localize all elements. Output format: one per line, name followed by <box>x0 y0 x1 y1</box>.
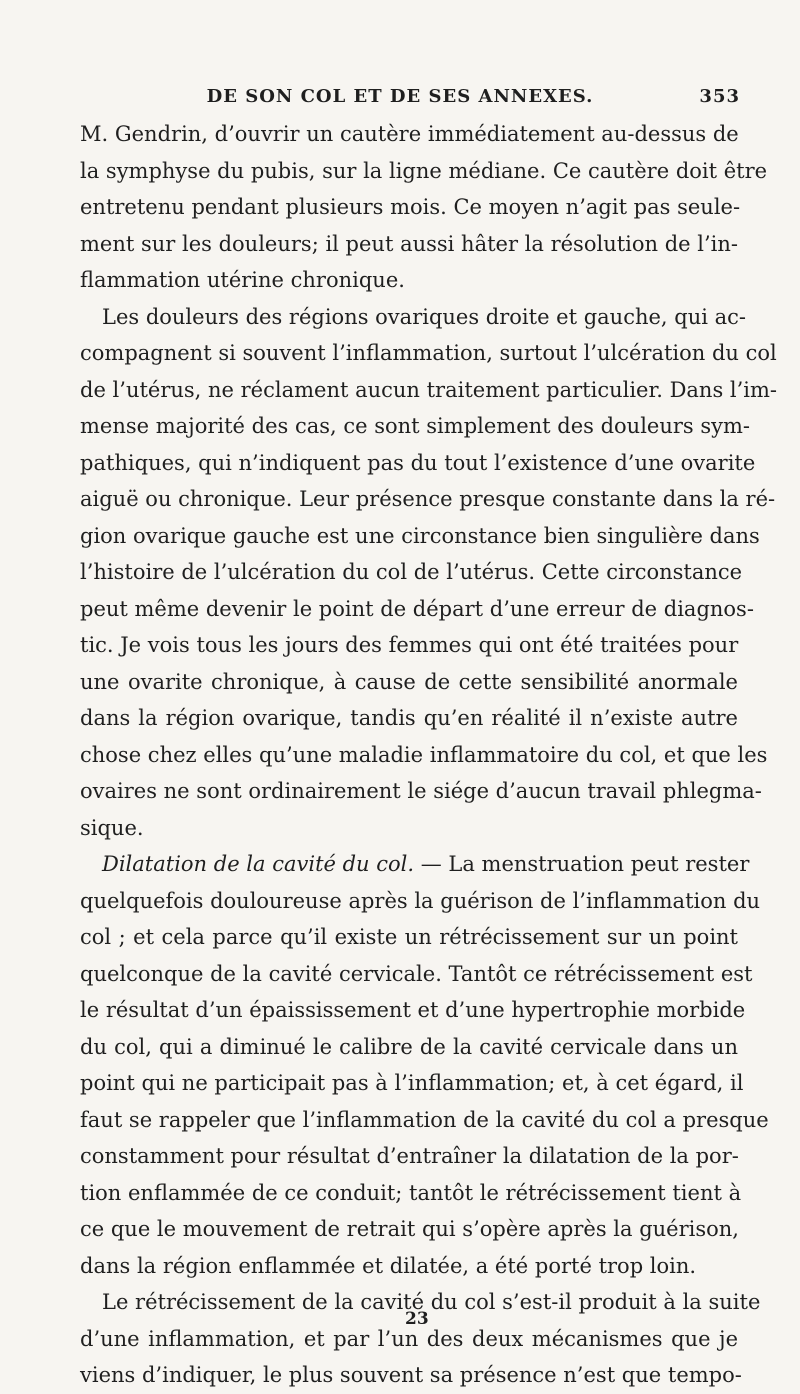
text-line: aiguë ou chronique. Leur présence presque constante dans la ré- <box>80 487 776 511</box>
text-line: ment sur les douleurs; il peut aussi hâter la résolution de l’in- <box>80 231 738 256</box>
text-line: quelconque de la cavité cervicale. Tantôt ce rétrécissement est <box>80 961 753 986</box>
text-line: viens d’indiquer, le plus souvent sa présence n’est que tempo- <box>80 1363 742 1387</box>
text-line: mense majorité des cas, ce sont simplement des douleurs sym- <box>80 414 751 438</box>
text-line: sique. <box>80 815 144 840</box>
text-line: de l’utérus, ne réclament aucun traitement particulier. Dans l’im- <box>80 377 778 402</box>
text-line: une ovarite chronique, à cause de cette sensibilité anormale <box>80 669 738 694</box>
text-run: — La menstruation peut rester <box>414 852 750 876</box>
text-line: flammation utérine chronique. <box>80 268 405 292</box>
text-line: chose chez elles qu’une maladie inflammatoire du col, et que les <box>80 742 768 767</box>
text-line: compagnent si souvent l’inflammation, surtout l’ulcération du col <box>80 341 777 365</box>
text-line: du col, qui a diminué le calibre de la cavité cervicale dans un <box>80 1034 738 1059</box>
text-line: Les douleurs des régions ovariques droite et gauche, qui ac- <box>102 304 747 329</box>
text-line: dans la région ovarique, tandis qu’en réalité il n’existe autre <box>80 706 738 730</box>
text-line: constamment pour résultat d’entraîner la dilatation de la por- <box>80 1144 739 1168</box>
text-line: le résultat d’un épaississement et d’une hypertrophie morbide <box>80 998 746 1022</box>
page-number: 353 <box>699 86 740 107</box>
text-line: pathiques, qui n’indiquent pas du tout l’existence d’une ovarite <box>80 450 756 475</box>
text-line: tic. Je vois tous les jours des femmes qui ont été traitées pour <box>80 633 739 657</box>
text-line: Le rétrécissement de la cavité du col s’est-il produit à la suite <box>102 1290 761 1314</box>
text-line: col ; et cela parce qu’il existe un rétrécissement sur un point <box>80 925 738 949</box>
text-line-with-heading <box>80 846 750 883</box>
text-line: quelquefois douloureuse après la guérison de l’inflammation du <box>80 888 761 913</box>
text-line: ovaires ne sont ordinairement le siége d’aucun travail phlegma- <box>80 779 762 803</box>
text-line: dans la région enflammée et dilatée, a été porté trop loin. <box>80 1253 697 1278</box>
text-line: tion enflammée de ce conduit; tantôt le rétrécissement tient à <box>80 1180 742 1205</box>
text-line: entretenu pendant plusieurs mois. Ce moyen n’agit pas seule- <box>80 195 741 219</box>
text-line: d’une inflammation, et par l’un des deux mécanismes que je <box>80 1326 738 1351</box>
running-head <box>60 86 740 116</box>
running-title: DE SON COL ET DE SES ANNEXES. <box>206 86 594 107</box>
text-line: M. Gendrin, d’ouvrir un cautère immédiatement au-dessus de <box>80 122 739 146</box>
text-line: la symphyse du pubis, sur la ligne médiane. Ce cautère doit être <box>80 158 768 183</box>
text-line: faut se rappeler que l’inflammation de la cavité du col a presque <box>80 1107 769 1132</box>
text-line: point qui ne participait pas à l’inflammation; et, à cet égard, il <box>80 1071 744 1095</box>
text-line: peut même devenir le point de départ d’une erreur de diagnos- <box>80 596 754 621</box>
text-line: gion ovarique gauche est une circonstance bien singulière dans <box>80 523 760 548</box>
signature-mark: 23 <box>405 1309 429 1329</box>
section-heading: Dilatation de la cavité du col. <box>102 852 415 876</box>
text-line: l’histoire de l’ulcération du col de l’utérus. Cette circonstance <box>80 560 743 584</box>
body-text <box>80 116 778 1394</box>
text-line: ce que le mouvement de retrait qui s’opère après la guérison, <box>80 1217 739 1241</box>
